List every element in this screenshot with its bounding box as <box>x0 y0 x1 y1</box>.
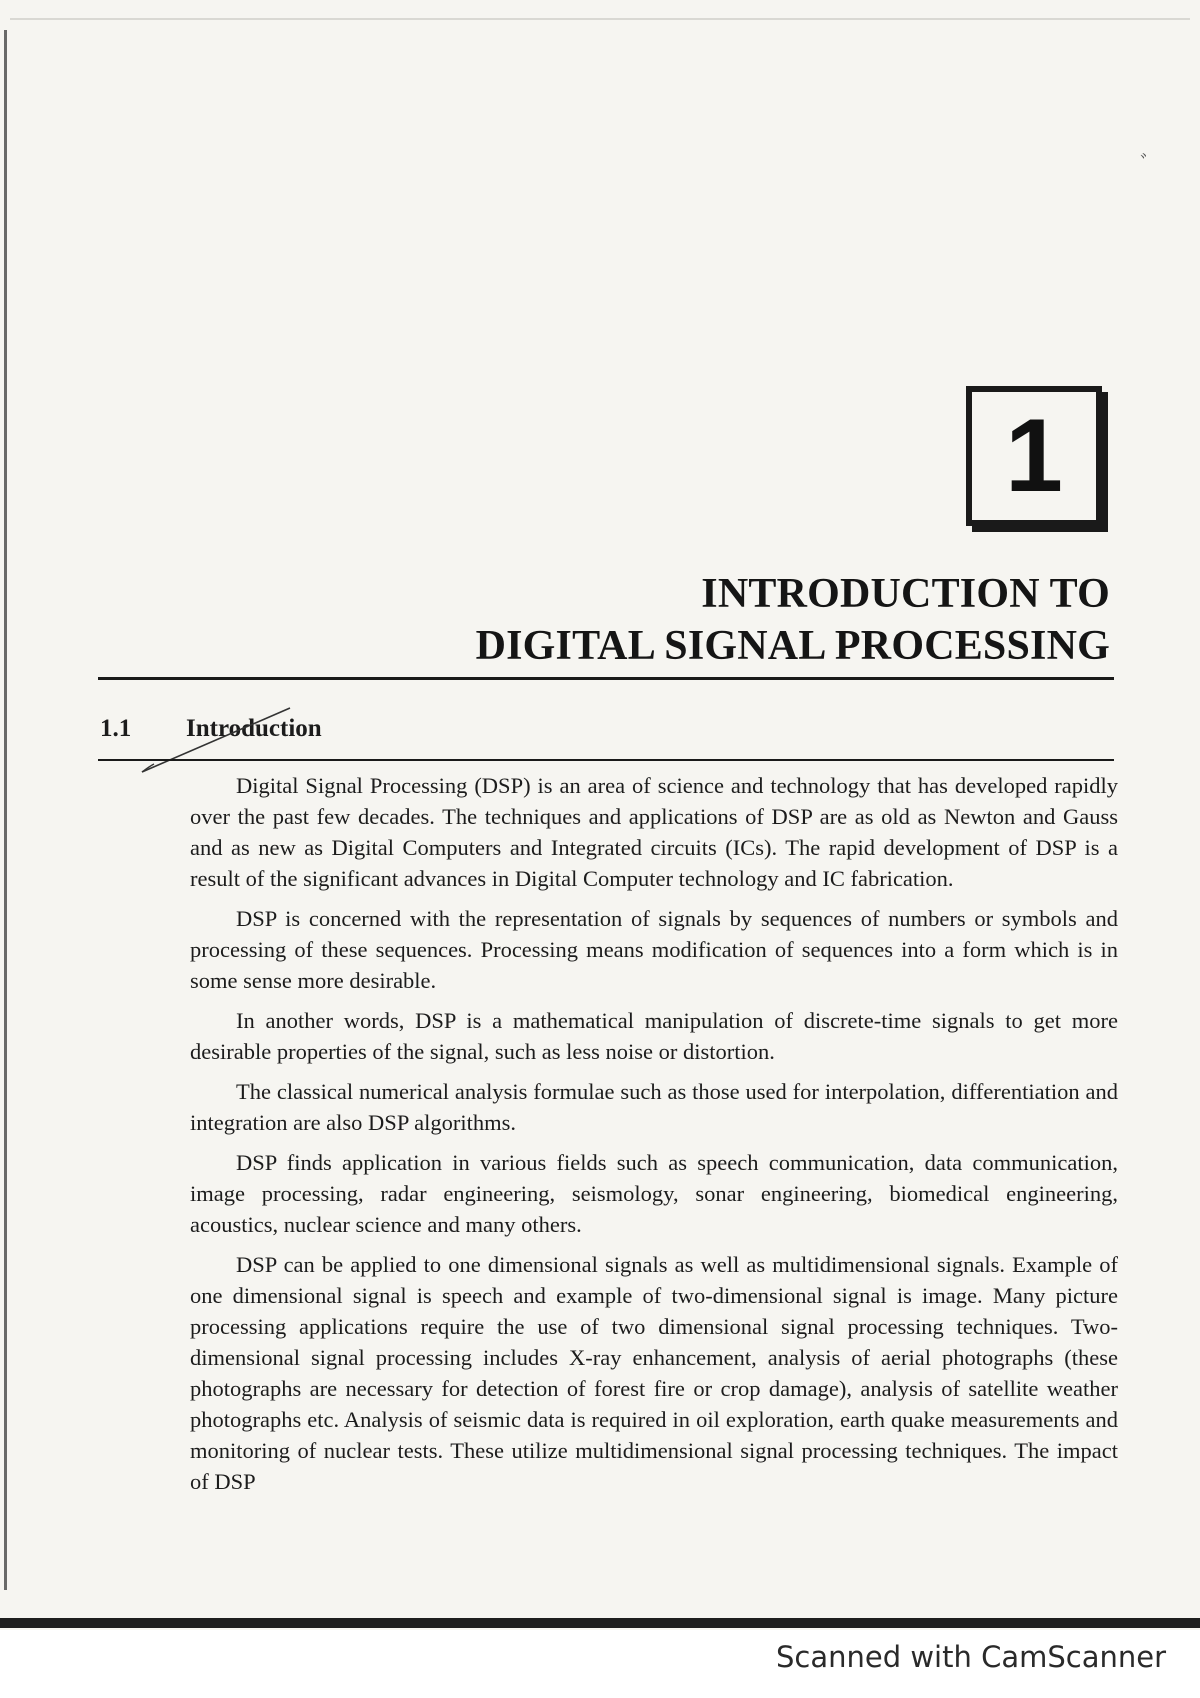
chapter-number-box <box>966 386 1102 526</box>
section-rule <box>98 759 1114 761</box>
chapter-title-line-2: DIGITAL SIGNAL PROCESSING <box>475 623 1110 669</box>
paragraph-1: Digital Signal Processing (DSP) is an area of science and technology that has developed rapidly over the past few decades. The techniques and applications of DSP are as old as Newton and Gauss and as new as Digital Computers and Integrated circuits (ICs). The rapid development of DSP is a result of the significant advances in Digital Computer technology and IC fabrication. <box>190 773 1118 891</box>
paragraph-3: In another words, DSP is a mathematical manipulation of discrete-time signals to get more desirable properties of the signal, such as less noise or distortion. <box>190 1008 1118 1064</box>
title-rule <box>98 677 1114 680</box>
paragraph-2: DSP is concerned with the representation of signals by sequences of numbers or symbols and processing of these sequences. Processing means modification of sequences into a form which is in some sense more desirable. <box>190 906 1118 993</box>
page-bottom-edge <box>0 1618 1200 1628</box>
scanner-watermark: Scanned with CamScanner <box>775 1640 1166 1674</box>
chapter-title <box>476 568 1110 672</box>
page-top-edge <box>10 18 1190 20</box>
paragraph-5: DSP finds application in various fields such as speech communication, data communication, image processing, radar engineering, seismology, sonar engineering, biomedical engineering, acoustics, nuclear science and many others. <box>190 1150 1118 1237</box>
paragraph-4: The classical numerical analysis formulae such as those used for interpolation, differentiation and integration are also DSP algorithms. <box>190 1079 1118 1135</box>
body-text <box>190 770 1118 1506</box>
paragraph-6: DSP can be applied to one dimensional signals as well as multidimensional signals. Example of one dimensional signal is speech and example of two-dimensional signal is image. Many picture processing applications require the use of two dimensional signal processing techniques. Two-dimensional signal processing includes X-ray enhancement, analysis of aerial photographs (these photographs are necessary for detection of forest fire or crop damage), analysis of satellite weather photographs etc. Analysis of seismic data is required in oil exploration, earth quake measurements and monitoring of nuclear tests. These utilize multidimensional signal processing techniques. The impact of DSP <box>190 1252 1118 1494</box>
section-title: Introduction <box>186 715 322 742</box>
corner-pen-mark: ﾞ <box>1140 152 1152 177</box>
chapter-number: 1 <box>1005 398 1063 514</box>
page-left-edge <box>4 30 7 1590</box>
section-number: 1.1 <box>100 715 132 742</box>
chapter-title-line-1: INTRODUCTION TO <box>701 571 1110 617</box>
